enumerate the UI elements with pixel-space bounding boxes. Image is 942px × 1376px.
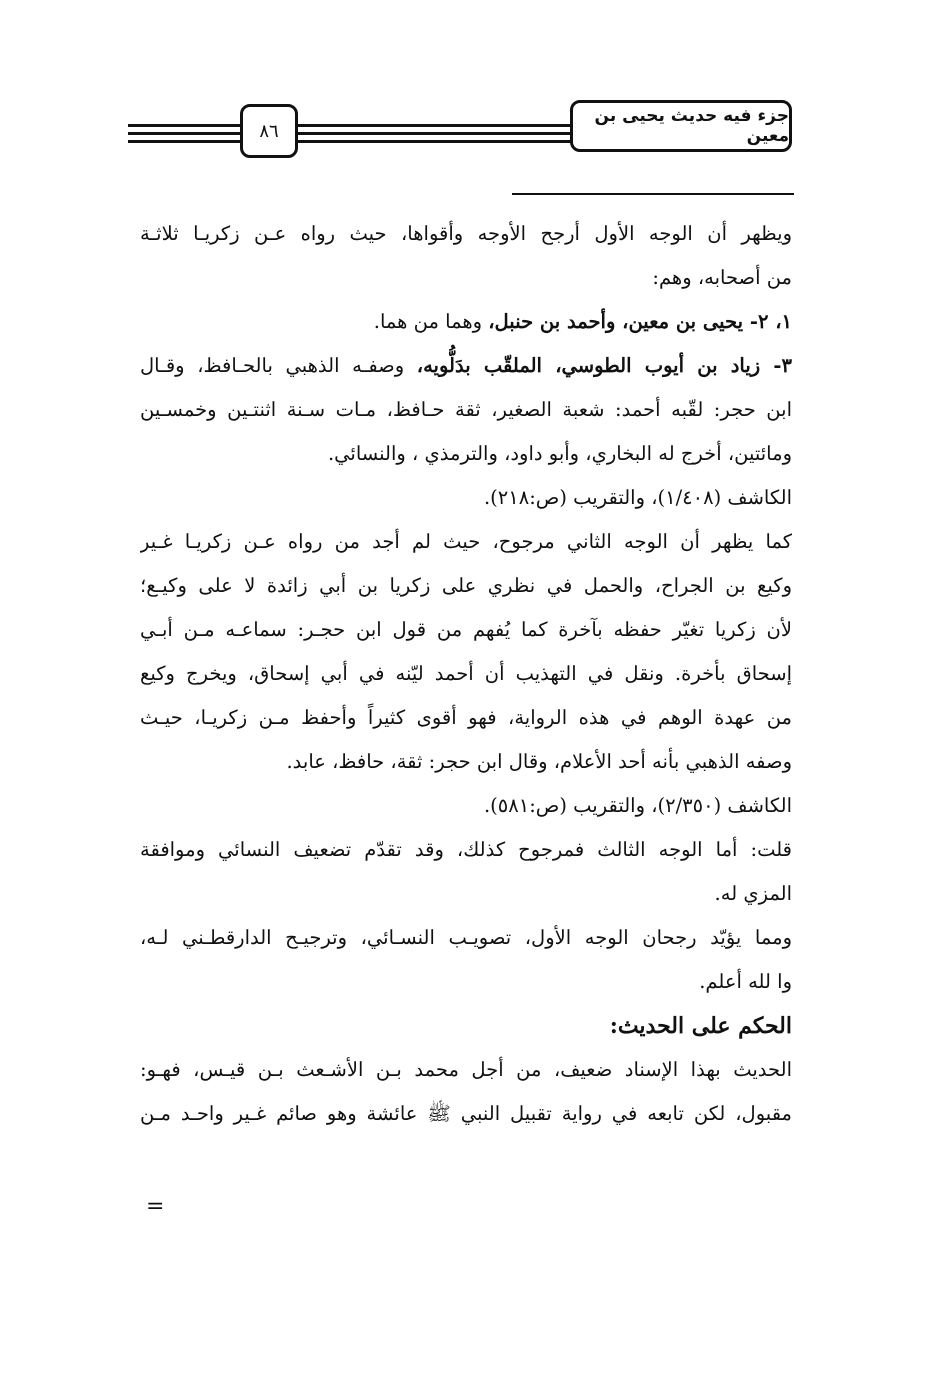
- line-text: وكيع بن الجراح، والحمل في نظري على زكريا بن أبي زائدة لا على وكيـع؛: [140, 574, 792, 597]
- text-line: [140, 256, 792, 300]
- line-text: ومائتين، أخرج له البخاري، وأبو داود، والترمذي ، والنسائي.: [327, 442, 792, 465]
- line-text: الكاشف (٢/٣٥٠)، والتقريب (ص:٥٨١).: [483, 794, 792, 817]
- text-line: [140, 1092, 792, 1136]
- line-text: وصفه الذهبي بأنه أحد الأعلام، وقال ابن حجر: ثقة، حافظ، عابد.: [286, 750, 792, 773]
- book-title: جزء فيه حديث يحيى بن معين: [570, 100, 792, 152]
- header-rule-top: [128, 124, 574, 127]
- line-text: إسحاق بأخرة. ونقل في التهذيب أن أحمد ليّنه في أبي إسحاق، ويخرج وكيع: [140, 662, 792, 685]
- text-line: [140, 652, 792, 696]
- text-line: [140, 212, 792, 256]
- header-rule-middle: [128, 132, 574, 135]
- line-text: ويظهر أن الوجه الأول أرجح الأوجه وأقواها، حيث رواه عـن زكريـا ثلاثـة: [140, 222, 792, 245]
- text-line: [140, 476, 792, 520]
- line-text: ابن حجر: لقّبه أحمد: شعبة الصغير، ثقة حـافظ، مـات سـنة اثنتـين وخمسـين: [140, 398, 792, 421]
- section-heading: [140, 1004, 792, 1048]
- text-line: [140, 564, 792, 608]
- header-underline: [512, 193, 794, 195]
- page-body: [140, 212, 792, 1136]
- line-text: وا لله أعلم.: [699, 970, 792, 993]
- line-text: الكاشف (١/٤٠٨)، والتقريب (ص:٢١٨).: [483, 486, 792, 509]
- text-line: [140, 608, 792, 652]
- text-line: [140, 300, 792, 344]
- line-text: الحديث بهذا الإسناد ضعيف، من أجل محمد بـن الأشـعث بـن قيـس، فهـو:: [140, 1058, 792, 1081]
- header-rule-bottom: [128, 140, 574, 143]
- line-text: من أصحابه، وهم:: [652, 266, 792, 289]
- line-text: وهما من هما.: [373, 310, 489, 333]
- text-line: [140, 1048, 792, 1092]
- continuation-mark: =: [146, 1194, 165, 1219]
- text-line: [140, 520, 792, 564]
- line-text: لأن زكريا تغيّر حفظه بآخرة كما يُفهم من قول ابن حجـر: سماعـه مـن أبـي: [140, 618, 792, 641]
- line-text: قلت: أما الوجه الثالث فمرجوح كذلك، وقد تقدّم تضعيف النسائي وموافقة: [140, 838, 792, 861]
- text-line: [140, 388, 792, 432]
- line-text: ومما يؤيّد رجحان الوجه الأول، تصويـب النسـائي، وترجيـح الدارقطـني لـه،: [140, 926, 792, 949]
- line-text: المزي له.: [714, 882, 792, 905]
- bold-text: ١، ٢- يحيى بن معين، وأحمد بن حنبل،: [488, 310, 792, 333]
- line-text: وصفـه الذهبي بالحـافظ، وقـال: [140, 354, 417, 377]
- text-line: [140, 828, 792, 872]
- text-line: [140, 872, 792, 916]
- text-line: [140, 344, 792, 388]
- text-line: [140, 740, 792, 784]
- bold-text: الحكم على الحديث:: [609, 1013, 792, 1039]
- bold-text: ٣- زياد بن أيوب الطوسي، الملقّب بدَلُّويه،: [416, 354, 792, 377]
- text-line: [140, 784, 792, 828]
- line-text: من عهدة الوهم في هذه الرواية، فهو أقوى كثيراً وأحفظ مـن زكريـا، حيـث: [140, 706, 792, 729]
- page-number: ٨٦: [240, 104, 298, 158]
- text-line: [140, 432, 792, 476]
- line-text: كما يظهر أن الوجه الثاني مرجوح، حيث لم أجد من رواه عـن زكريـا غـير: [140, 530, 792, 553]
- text-line: [140, 960, 792, 1004]
- text-line: [140, 696, 792, 740]
- line-text: مقبول، لكن تابعه في رواية تقبيل النبي ﷺ عائشة وهو صائم غـير واحـد مـن: [140, 1102, 792, 1125]
- text-line: [140, 916, 792, 960]
- page-header: [0, 0, 942, 170]
